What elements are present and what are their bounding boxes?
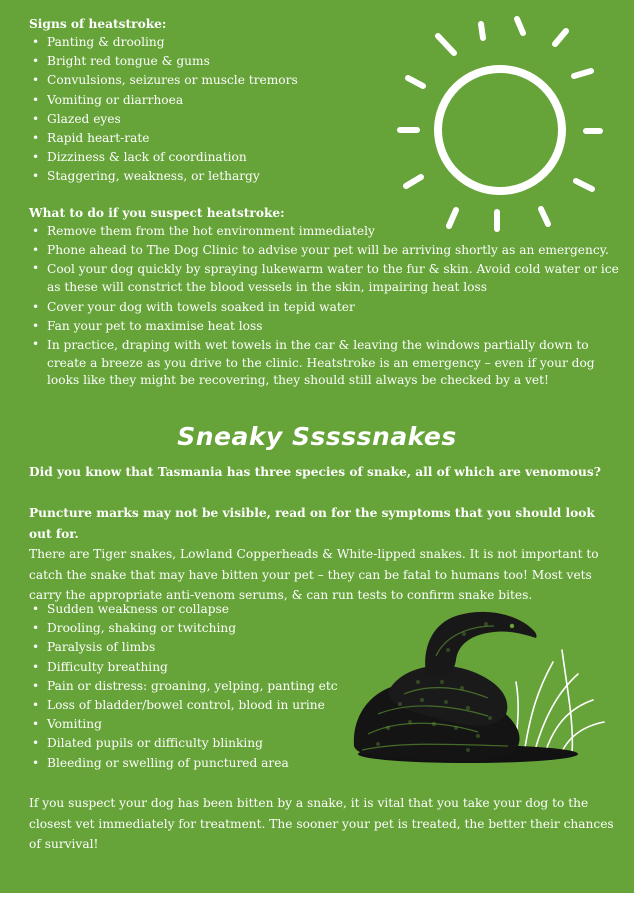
snake-illustration [348, 604, 610, 766]
list-item: • Sudden weakness or collapse [29, 600, 349, 619]
list-item: • Vomiting [29, 715, 349, 734]
list-item: • Convulsions, seizures or muscle tremors [29, 71, 389, 90]
list-item: • Remove them from the hot environment immediately [29, 222, 619, 241]
page-bottom-border [0, 893, 634, 900]
list-item: • Glazed eyes [29, 110, 389, 129]
list-item: • Difficulty breathing [29, 658, 349, 677]
snakes-details [29, 503, 619, 606]
snakes-details-body: There are Tiger snakes, Lowland Copperheads & White-lipped snakes. It is not important to catch the snake that may have bitten your pet – they can be fatal to humans too! Most vets carry the appropriate anti-venom serums, & can run tests to confirm snake bites. [29, 547, 599, 602]
signs-heading: Signs of heatstroke: [29, 17, 167, 31]
list-item: • Panting & drooling [29, 33, 389, 52]
list-item: • Dizziness & lack of coordination [29, 148, 389, 167]
list-item: • Cover your dog with towels soaked in tepid water [29, 298, 619, 317]
list-item: • Loss of bladder/bowel control, blood in urine [29, 696, 349, 715]
snakes-details-lead: Puncture marks may not be visible, read on for the symptoms that you should look out for. [29, 506, 595, 541]
list-item: • In practice, draping with wet towels in the car & leaving the windows partially down to create a breeze as you drive to the clinic. Heatstroke is an emergency – even if your dog looks like they might be recovering, they should still always be checked by a vet! [29, 336, 619, 391]
list-item: • Bleeding or swelling of punctured area [29, 754, 349, 773]
heatstroke-signs-section [29, 15, 389, 187]
list-item: • Staggering, weakness, or lethargy [29, 167, 389, 186]
list-item: • Rapid heart-rate [29, 129, 389, 148]
list-item: • Pain or distress: groaning, yelping, panting etc [29, 677, 349, 696]
snake-symptoms-section [29, 600, 349, 773]
list-item: • Cool your dog quickly by spraying lukewarm water to the fur & skin. Avoid cold water or ice as these will constrict the blood vessels in the skin, impairing heat loss [29, 260, 619, 297]
list-item: • Bright red tongue & gums [29, 52, 389, 71]
snakes-title: Sneaky Sssssnakes [177, 422, 457, 451]
snakes-intro: Did you know that Tasmania has three species of snake, all of which are venomous? [29, 465, 601, 479]
list-item: • Drooling, shaking or twitching [29, 619, 349, 638]
list-item: • Dilated pupils or difficulty blinking [29, 734, 349, 753]
list-item: • Vomiting or diarrhoea [29, 91, 389, 110]
heatstroke-actions-section [29, 204, 619, 391]
symptoms-list [29, 600, 349, 773]
signs-list [29, 33, 389, 187]
list-item: • Fan your pet to maximise heat loss [29, 317, 619, 336]
list-item: • Paralysis of limbs [29, 638, 349, 657]
actions-heading: What to do if you suspect heatstroke: [29, 206, 285, 220]
list-item: • Phone ahead to The Dog Clinic to advise your pet will be arriving shortly as an emergency. [29, 241, 619, 260]
closing-paragraph: If you suspect your dog has been bitten by a snake, it is vital that you take your dog to the closest vet immediately for treatment. The sooner your pet is treated, the better their chances of survival! [29, 796, 614, 851]
sun-icon [386, 14, 606, 234]
actions-list [29, 222, 619, 391]
